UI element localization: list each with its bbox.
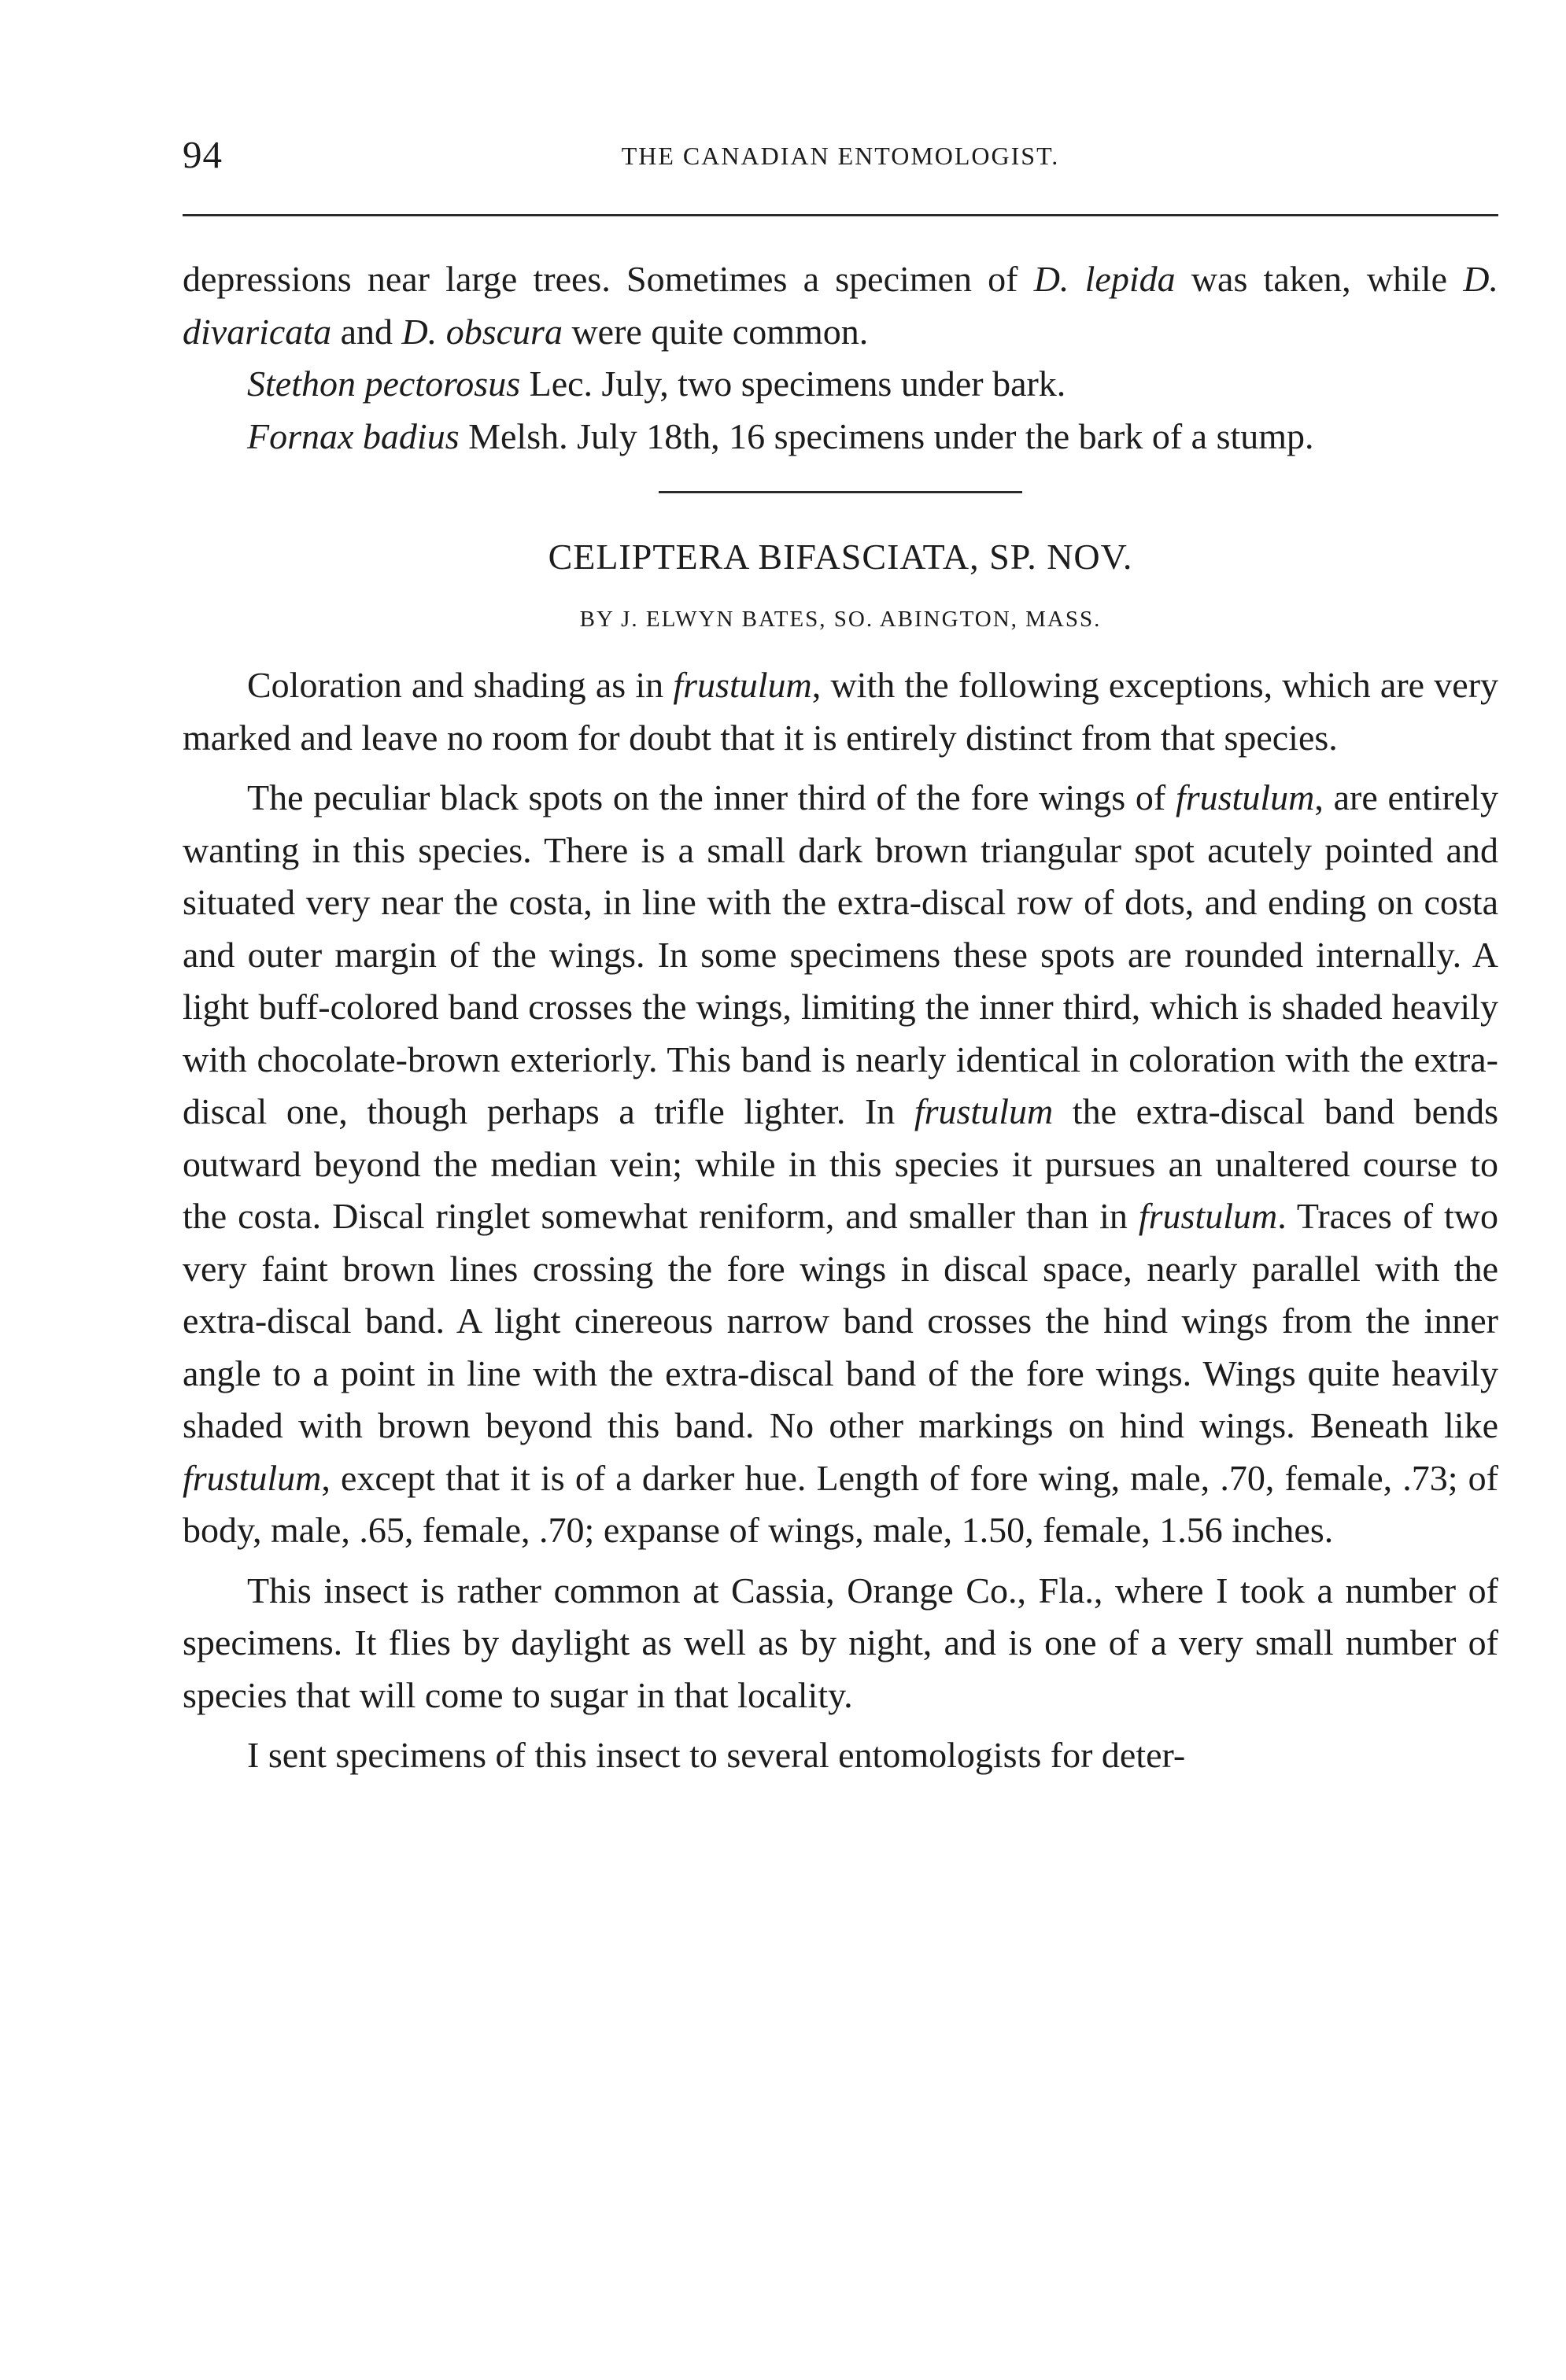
body-paragraph: Coloration and shading as in frustulum, with the following exceptions, which are very marked and leave no room for doubt that it is entirely distinct from that species. — [183, 665, 1499, 758]
body-paragraph: This insect is rather common at Cassia, Orange Co., Fla., where I took a number of specimens. It flies by daylight as well as by night, and is one of a very small number of species that will come to sugar in that locality. — [183, 1570, 1498, 1715]
species-name: D. lepida — [1033, 259, 1176, 299]
running-head: THE CANADIAN ENTOMOLOGIST. — [621, 142, 1060, 170]
body-paragraph: I sent specimens of this insect to several entomologists for deter- — [247, 1735, 1186, 1775]
species-name: frustulum — [673, 665, 812, 705]
article-byline: BY J. ELWYN BATES, SO. ABINGTON, MASS. — [579, 607, 1102, 632]
page-number: 94 — [183, 133, 223, 176]
body-paragraph: The peculiar black spots on the inner third of the fore wings of frustulum, are entirely wanting in this species. There is a small dark brown triangular spot acutely pointed and situated very near the costa, in line with the extra-discal row of dots, and ending on costa and outer margin of the wings. In some specimens these spots are rounded internally. A light buff-colored band crosses the wings, limiting the inner third, which is shaded heavily with chocolate-brown exteriorly. This band is nearly identical in coloration with the extra-discal one, though perhaps a trifle lighter. In frustulum the extra-discal band bends outward beyond the median vein; while in this species it pursues an unaltered course to the costa. Discal ringlet somewhat reniform, and smaller than in frustulum. Traces of two very faint brown lines crossing the fore wings in discal space, nearly parallel with the extra-discal band. A light cinereous narrow band crosses the hind wings from the inner angle to a point in line with the extra-discal band of the fore wings. Wings quite heavily shaded with brown beyond this band. No other markings on hind wings. Beneath like frustulum, except that it is of a darker hue. Length of fore wing, male, .70, female, .73; of body, male, .65, female, .70; expanse of wings, male, 1.50, female, 1.56 inches. — [183, 777, 1499, 1550]
record-fornax: Fornax badius Melsh. July 18th, 16 specimens under the bark of a stump. — [247, 415, 1314, 456]
species-name: frustulum — [1138, 1196, 1278, 1236]
continued-paragraph: depressions near large trees. Sometimes a specimen of D. lepida was taken, while D. divaricata and D. obscura were quite common. — [183, 259, 1498, 352]
species-name: D. obscura — [401, 311, 563, 352]
page-header — [183, 132, 1498, 179]
record-stethon: Stethon pectorosus Lec. July, two specimens under bark. — [247, 363, 1066, 404]
text-column — [183, 253, 1498, 1782]
species-name: Fornax badius — [247, 415, 460, 456]
species-name: frustulum — [183, 1457, 322, 1498]
species-name: Stethon pectorosus — [247, 363, 521, 404]
species-name: frustulum — [1175, 777, 1315, 817]
article-title: CELIPTERA BIFASCIATA, SP. NOV. — [548, 537, 1133, 577]
section-divider — [659, 491, 1022, 493]
header-rule — [183, 214, 1498, 216]
species-name: frustulum — [914, 1091, 1054, 1131]
species-name: D. divaricata — [183, 259, 1498, 352]
